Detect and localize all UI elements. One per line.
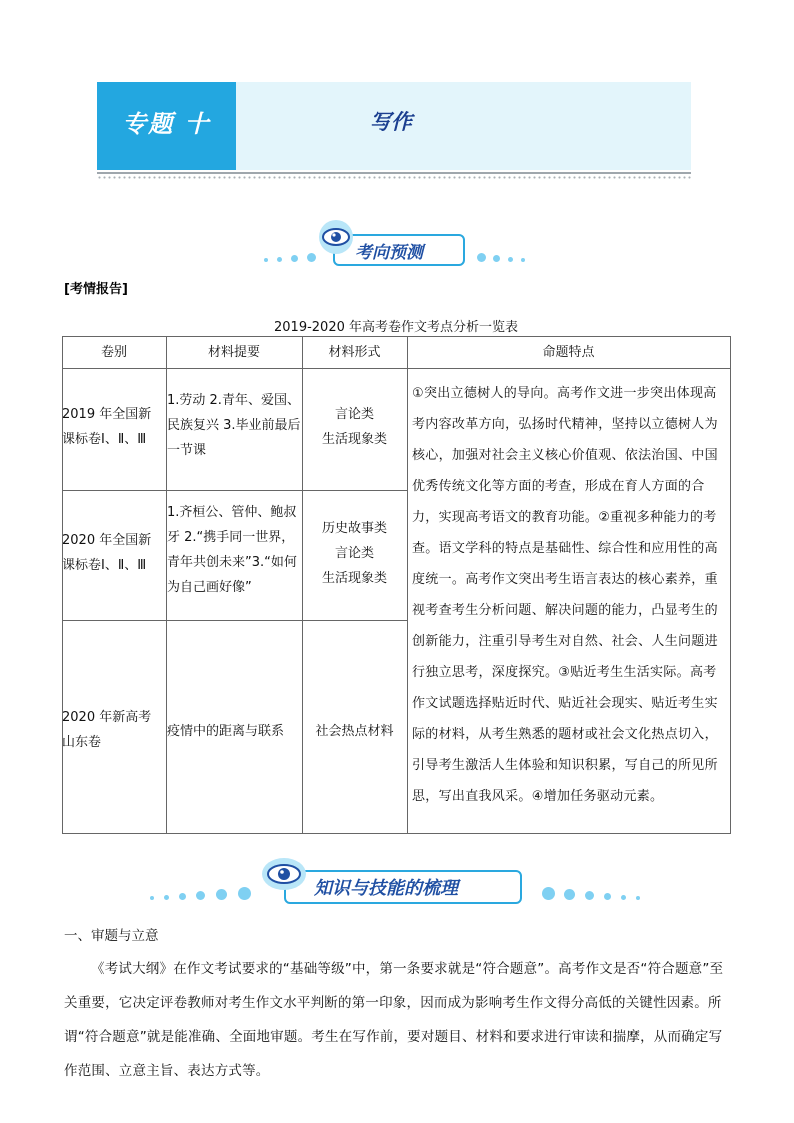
table-cell-summary: 1.齐桓公、管仲、鲍叔牙 2.“携手同一世界，青年共创未来”3.“如何为自己画好像”: [167, 505, 297, 595]
table-header-paper: 卷别: [100, 345, 127, 360]
analysis-table: [62, 336, 731, 834]
section-badge-knowledge: [142, 858, 658, 908]
table-header-features: 命题特点: [542, 345, 595, 360]
topic-number: 专题 十: [122, 110, 211, 138]
table-cell-paper: 2020 年全国新课标卷Ⅰ、Ⅱ、Ⅲ: [62, 533, 152, 573]
table-cell-summary: 疫情中的距离与联系: [167, 724, 285, 739]
table-header-summary: 材料提要: [207, 345, 260, 360]
banner-divider: [97, 172, 691, 174]
eye-icon: [262, 858, 306, 890]
section-badge-forecast: [255, 218, 545, 268]
form-item: 言论类: [334, 546, 374, 561]
table-cell-paper: 2019 年全国新课标卷Ⅰ、Ⅱ、Ⅲ: [62, 407, 152, 447]
form-item: 生活现象类: [321, 432, 387, 447]
table-cell-features: ①突出立德树人的导向。高考作文进一步突出体现高考内容改革方向，弘扬时代精神，坚持以立德树人为核心，加强对社会主义核心价值观、依法治国、中国优秀传统文化等方面的考查，形成在育人方面的合力，实现高考语文的教育功能。②重视多种能力的考查。语文学科的特点是基础性、综合性和应用性的高度统一。高考作文突出考生语言表达的核心素养，重视考查考生分析问题、解决问题的能力，凸显考生的创新能力，注重引导考生对自然、社会、人生问题进行独立思考，深度探究。③贴近考生生活实际。高考作文试题选择贴近时代、贴近社会现实、贴近考生实际的材料，从考生熟悉的题材或社会文化热点切入，引导考生激活人生体验和知识积累，写自己的所见所思，写出直我风采。④增加任务驱动元素。: [412, 386, 718, 804]
table-cell-form: [302, 402, 407, 452]
form-item: 生活现象类: [321, 571, 387, 586]
table-cell-paper: 2020 年新高考山东卷: [62, 710, 152, 750]
report-label: [考情报告]: [64, 282, 128, 297]
banner-dotted-rule: [97, 176, 691, 179]
table-cell-form: [302, 516, 407, 591]
eye-icon: [319, 220, 353, 254]
topic-title: 写作: [370, 110, 412, 134]
table-header-form: 材料形式: [328, 345, 381, 360]
table-cell-form: 社会热点材料: [315, 724, 394, 739]
form-item: 历史故事类: [321, 521, 387, 536]
section-paragraph: 《考试大纲》在作文考试要求的“基础等级”中，第一条要求就是“符合题意”。高考作文是否“符合题意”至关重要，它决定评卷教师对考生作文水平判断的第一印象，因而成为影响考生作文得分高低的关键性因素。所谓“符合题意”就是能准确、全面地审题。考生在写作前，要对题目、材料和要求进行审读和揣摩，从而确定写作范围、立意主旨、表达方式等。: [64, 961, 724, 1079]
badge-knowledge-label: 知识与技能的梳理: [314, 878, 458, 899]
section-heading: 一、审题与立意: [64, 928, 159, 944]
table-cell-summary: 1.劳动 2.青年、爱国、民族复兴 3.毕业前最后一节课: [167, 393, 301, 458]
badge-forecast-label: 考向预测: [355, 243, 423, 263]
form-item: 言论类: [334, 407, 374, 422]
table-caption: 2019-2020 年高考卷作文考点分析一览表: [274, 320, 518, 335]
